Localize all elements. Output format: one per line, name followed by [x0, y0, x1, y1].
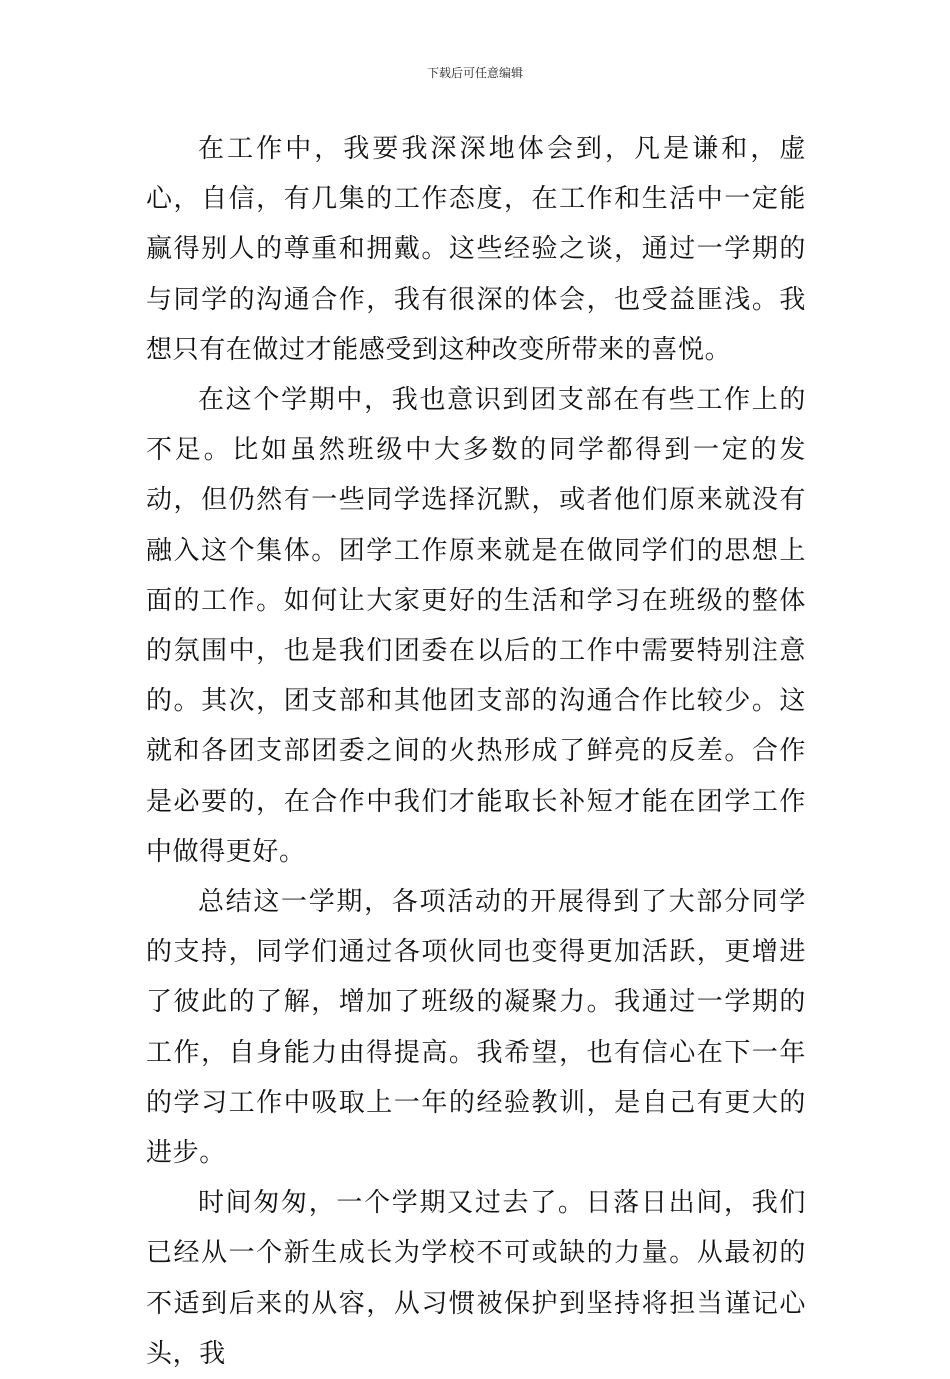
paragraph-2: 在这个学期中，我也意识到团支部在有些工作上的不足。比如虽然班级中大多数的同学都得到一定的发动，但仍然有一些同学选择沉默，或者他们原来就没有融入这个集体。团学工作原来就是在做同学们的思想上面的工作。如何让大家更好的生活和学习在班级的整体的氛围中，也是我们团委在以后的工作中需要特别注意的。其次，团支部和其他团支部的沟通合作比较少。这就和各团支部团委之间的火热形成了鲜亮的反差。合作是必要的，在合作中我们才能取长补短才能在团学工作中做得更好。 [146, 385, 806, 867]
paragraph-4: 时间匆匆，一个学期又过去了。日落日出间，我们已经从一个新生成长为学校不可或缺的力量。从最初的不适到后来的从容，从习惯被保护到坚持将担当谨记心头，我 [146, 1188, 806, 1369]
paragraph-3: 总结这一学期，各项活动的开展得到了大部分同学的支持，同学们通过各项伙同也变得更加活跃，更增进了彼此的了解，增加了班级的凝聚力。我通过一学期的工作，自身能力由得提高。我希望，也有信心在下一年的学习工作中吸取上一年的经验教训，是自己有更大的进步。 [146, 887, 806, 1169]
paragraph-1: 在工作中，我要我深深地体会到，凡是谦和，虚心，自信，有几集的工作态度，在工作和生活中一定能赢得别人的尊重和拥戴。这些经验之谈，通过一学期的与同学的沟通合作，我有很深的体会，也受益匪浅。我想只有在做过才能感受到这种改变所带来的喜悦。 [146, 134, 806, 365]
header-note: 下载后可任意编辑 [426, 66, 523, 80]
document-body [146, 124, 806, 1379]
